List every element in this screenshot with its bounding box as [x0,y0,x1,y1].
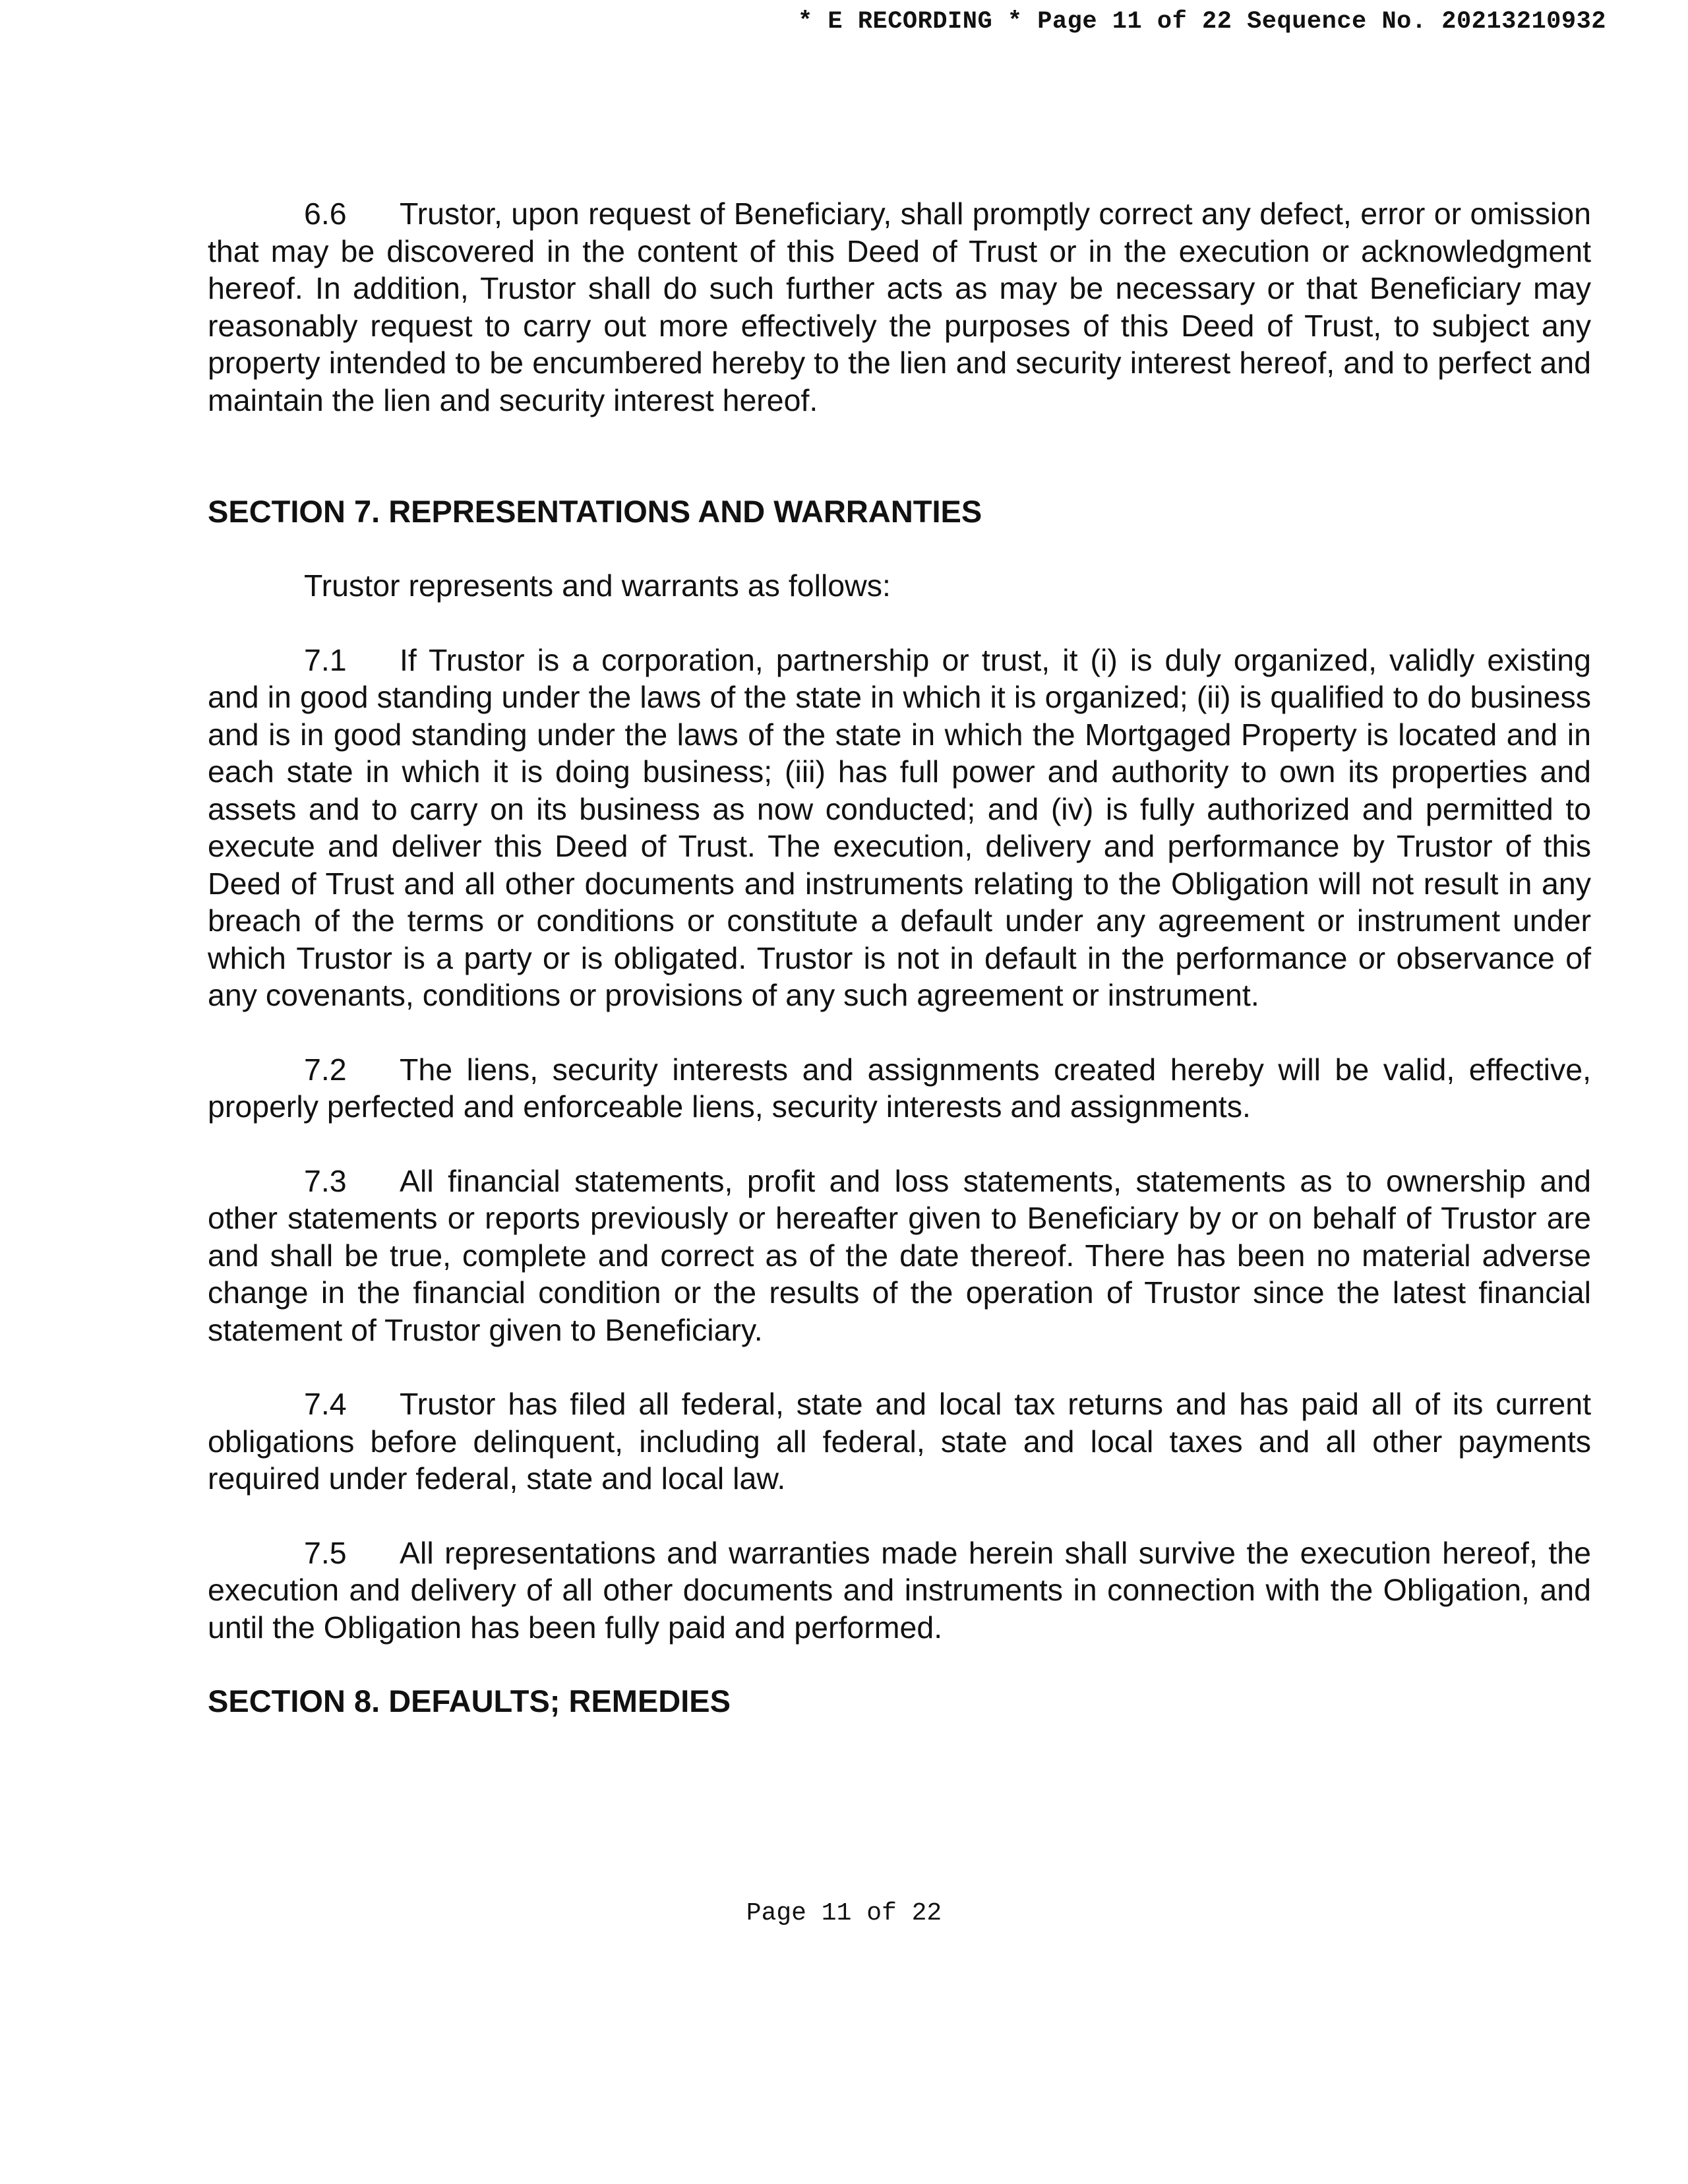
paragraph-text: All financial statements, profit and loss statements, statements as to ownership and other statements or reports previously or hereafter given to Beneficiary by or on behalf of Trustor are and shall be true, complete and correct as of the date thereof. There has been no material adverse change in the financial condition or the results of the operation of Trustor since the latest financial statement of Trustor given to Beneficiary. [208,1163,1591,1347]
paragraph-text: Trustor, upon request of Beneficiary, shall promptly correct any defect, error or omission that may be discovered in the content of this Deed of Trust or in the execution or acknowledgment hereof. In addition, Trustor shall do such further acts as may be necessary or that Beneficiary may reasonably request to carry out more effectively the purposes of this Deed of Trust, to subject any property intended to be encumbered hereby to the lien and security interest hereof, and to perfect and maintain the lien and security interest hereof. [208,197,1591,417]
paragraph-text: If Trustor is a corporation, partnership or trust, it (i) is duly organized, validly existing and in good standing under the laws of the state in which it is organized; (ii) is qualified to do business and is in good standing under the laws of the state in which the Mortgaged Property is located and in each state in which it is doing business; (iii) has full power and authority to own its properties and assets and to carry on its business as now conducted; and (iv) is fully authorized and permitted to execute and deliver this Deed of Trust. The execution, delivery and performance by Trustor of this Deed of Trust and all other documents and instruments relating to the Obligation will not result in any breach of the terms or conditions or constitute a default under any agreement or instrument under which Trustor is a party or is obligated. Trustor is not in default in the performance or observance of any covenants, conditions or provisions of any such agreement or instrument. [208,642,1591,1012]
paragraph-7-2 [208,1051,1591,1126]
paragraph-number: 7.1 [304,642,347,677]
paragraph-6-6 [208,195,1591,419]
paragraph-number: 7.4 [304,1387,347,1421]
paragraph-text: Trustor has filed all federal, state and local tax returns and has paid all of its current obligations before delinquent, including all federal, state and local taxes and all other payments required under federal, state and local law. [208,1387,1591,1496]
paragraph-number: 7.5 [304,1535,347,1570]
paragraph-text: All representations and warranties made herein shall survive the execution hereof, the execution and delivery of all other documents and instruments in connection with the Obligation, and until the Obligation has been fully paid and performed. [208,1535,1591,1645]
paragraph-text: The liens, security interests and assignments created hereby will be valid, effective, properly perfected and enforceable liens, security interests and assignments. [208,1052,1591,1124]
section-8-heading: SECTION 8. DEFAULTS; REMEDIES [208,1684,731,1718]
page-footer: Page 11 of 22 [746,1899,942,1927]
paragraph-7-1 [208,642,1591,1014]
paragraph-number: 6.6 [304,197,347,231]
paragraph-number: 7.3 [304,1163,347,1198]
paragraph-number: 7.2 [304,1052,347,1087]
paragraph-7-3 [208,1163,1591,1349]
section-7-heading: SECTION 7. REPRESENTATIONS AND WARRANTIES [208,494,982,529]
recording-header: * E RECORDING * Page 11 of 22 Sequence No. 20213210932 [798,8,1606,36]
paragraph-7-5 [208,1534,1591,1647]
document-body [208,195,1591,1720]
paragraph-7-4 [208,1385,1591,1498]
section-7-intro: Trustor represents and warrants as follows: [304,568,891,603]
